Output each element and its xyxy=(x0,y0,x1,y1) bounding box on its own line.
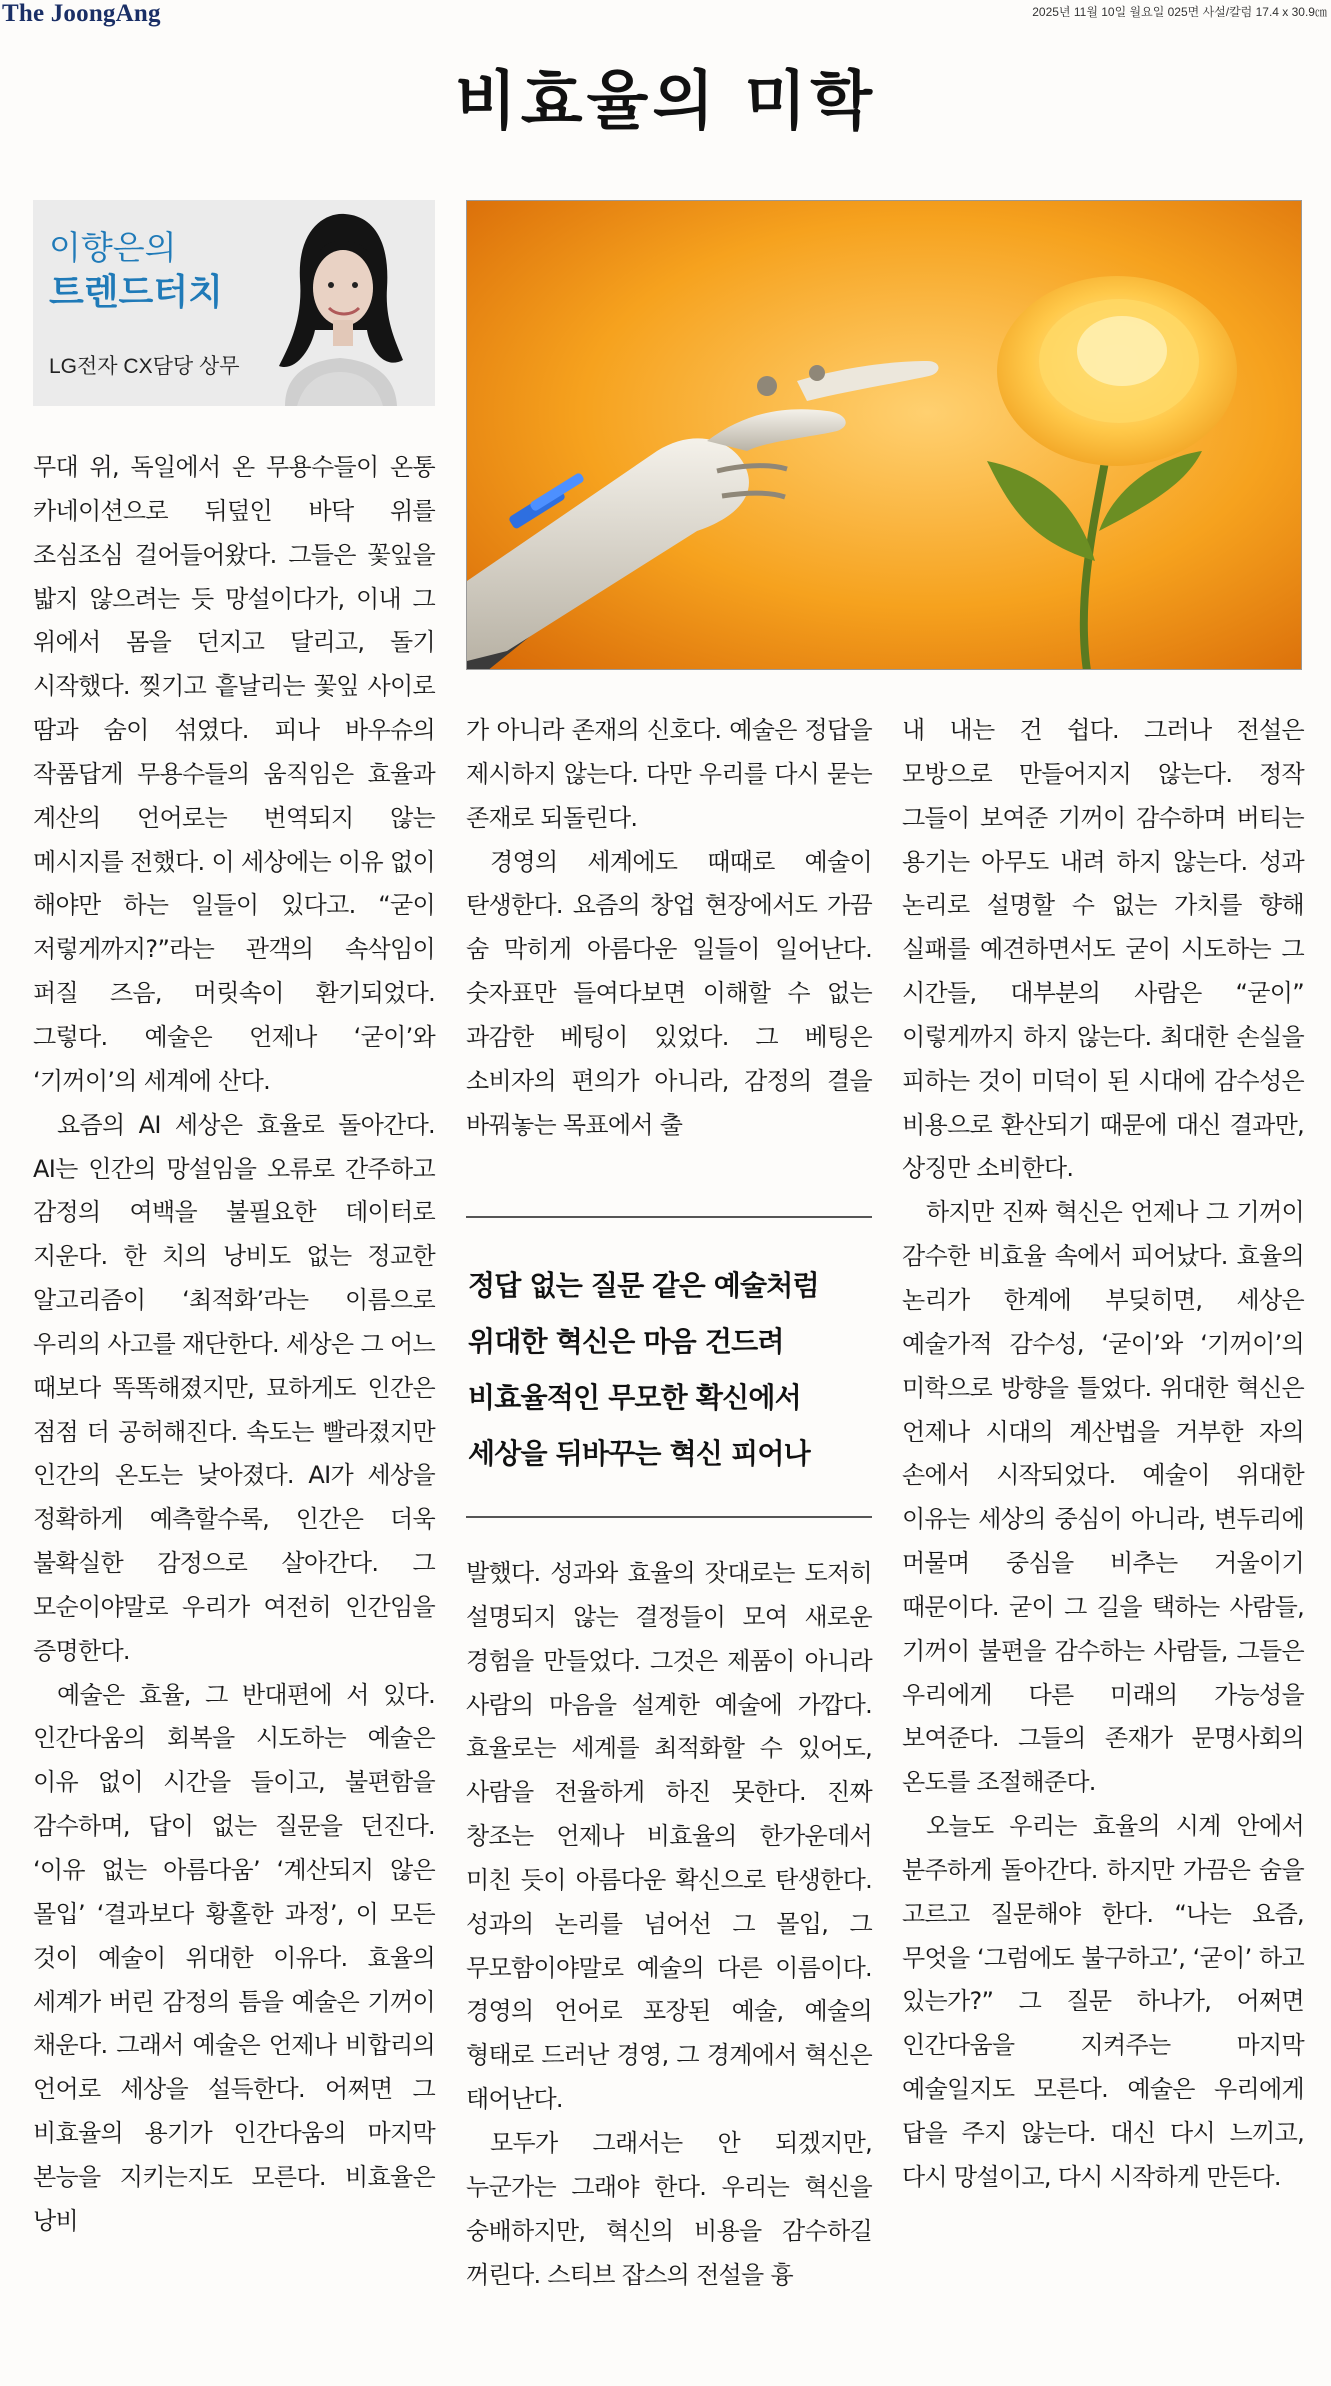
paragraph: 가 아니라 존재의 신호다. 예술은 정답을 제시하지 않는다. 다만 우리를 다시 묻는 존재로 되돌린다. xyxy=(466,716,872,832)
paragraph: 내 내는 건 쉽다. 그러나 전설은 모방으로 만들어지지 않는다. 정작 그들이 보여준 기꺼이 감수하며 버티는 용기는 아무도 내려 하지 않는다. 성과 논리로 설명할 수 없는 가치를 향해 실패를 예견하면서도 굳이 시도하는 그 시간들, 대부분의 사람은 “굳이” 이렇게까지 하지 않는다. 최대한 손실을 피하는 것이 미덕이 된 시대에 감수성은 비용으로 환산되기 때문에 대신 결과만, 상징만 소비한다. xyxy=(902,716,1304,1183)
body-column-2-top xyxy=(466,709,872,1147)
pull-quote-line: 세상을 뒤바꾸는 혁신 피어나 xyxy=(468,1437,810,1470)
column-name-line1: 이향은의 xyxy=(49,229,177,266)
column-name-line2: 트렌드터치 xyxy=(49,271,223,312)
pull-quote-line: 비효율적인 무모한 확신에서 xyxy=(468,1381,801,1414)
body-column-1 xyxy=(33,446,435,2244)
paragraph: 요즘의 AI 세상은 효율로 돌아간다. AI는 인간의 망설임을 오류로 간주하고 감정의 여백을 불필요한 데이터로 지운다. 한 치의 낭비도 없는 정교한 알고리즘이 ‘최적화’라는 이름으로 우리의 사고를 재단한다. 세상은 그 어느 때보다 똑똑해졌지만, 묘하게도 인간은 점점 더 공허해진다. 속도는 빨라졌지만 인간의 온도는 낮아졌다. AI가 세상을 정확하게 예측할수록, 인간은 더욱 불확실한 감정으로 살아간다. 그 모순이야말로 우리가 여전히 인간임을 증명한다. xyxy=(33,1110,435,1665)
paragraph: 하지만 진짜 혁신은 언제나 그 기꺼이 감수한 비효율 속에서 피어났다. 효율의 논리가 한계에 부딪히면, 세상은 예술가적 감수성, ‘굳이’와 ‘기꺼이’의 미학으로 방향을 틀었다. 위대한 혁신은 언제나 시대의 계산법을 거부한 자의 손에서 시작되었다. 예술이 위대한 이유는 세상의 중심이 아니라, 변두리에 머물며 중심을 비추는 거울이기 때문이다. 굳이 그 길을 택하는 사람들, 기꺼이 불편을 감수하는 사람들, 그들은 우리에게 다른 미래의 가능성을 보여준다. 그들의 존재가 문명사회의 온도를 조절해준다. xyxy=(902,1198,1304,1797)
author-title: LG전자 CX담당 상무 xyxy=(49,355,240,378)
article-illustration xyxy=(466,200,1302,670)
paragraph: 모두가 그래서는 안 되겠지만, 누군가는 그래야 한다. 우리는 혁신을 숭배하지만, 혁신의 비용을 감수하길 꺼린다. 스티브 잡스의 전설을 흉 xyxy=(466,2128,872,2289)
headline: 비효율의 미학 xyxy=(454,64,877,139)
author-portrait xyxy=(245,200,435,406)
paragraph: 오늘도 우리는 효율의 시계 안에서 분주하게 돌아간다. 하지만 가끔은 숨을 고르고 질문해야 한다. “나는 요즘, 무엇을 ‘그럼에도 불구하고’, ‘굳이’ 하고 있는가?” 그 질문 하나가, 어쩌면 인간다움을 지켜주는 마지막 예술일지도 모른다. 예술은 우리에게 답을 주지 않는다. 대신 다시 느끼고, 다시 망설이고, 다시 시작하게 만든다. xyxy=(902,1812,1304,2191)
body-column-2-bottom xyxy=(466,1552,872,2297)
paragraph: 경영의 세계에도 때때로 예술이 탄생한다. 요즘의 창업 현장에서도 가끔 숨 막히게 아름다운 일들이 일어난다. 숫자표만 들여다보면 이해할 수 없는 과감한 베팅이 있었다. 그 베팅은 소비자의 편의가 아니라, 감정의 결을 바꿔놓는 목표에서 출 xyxy=(466,847,872,1139)
pull-quote-line: 정답 없는 질문 같은 예술처럼 xyxy=(468,1269,819,1302)
newspaper-logo: The JoongAng xyxy=(2,0,161,27)
paragraph: 발했다. 성과와 효율의 잣대로는 도저히 설명되지 않는 결정들이 모여 새로운 경험을 만들었다. 그것은 제품이 아니라 사람의 마음을 설계한 예술에 가깝다. 효율로는 세계를 최적화할 수 있어도, 사람을 전율하게 하진 못한다. 진짜 창조는 언제나 비효율의 한가운데서 미친 듯이 아름다운 확신으로 탄생한다. 성과의 논리를 넘어선 그 몰입, 그 무모함이야말로 예술의 다른 이름이다. 경영의 언어로 포장된 예술, 예술의 형태로 드러난 경영, 그 경계에서 혁신은 태어난다. xyxy=(466,1559,872,2114)
body-column-3 xyxy=(902,709,1304,2200)
byline-box xyxy=(33,200,435,406)
dateline: 2025년 11월 10일 월요일 025면 사설/칼럼 17.4 x 30.9㎝ xyxy=(1032,5,1327,19)
paragraph: 무대 위, 독일에서 온 무용수들이 온통 카네이션으로 뒤덮인 바닥 위를 조심조심 걸어들어왔다. 그들은 꽃잎을 밟지 않으려는 듯 망설이다가, 이내 그 위에서 몸을 던지고 달리고, 돌기 시작했다. 찢기고 흩날리는 꽃잎 사이로 땀과 숨이 섞였다. 피나 바우슈의 작품답게 무용수들의 움직임은 효율과 계산의 언어로는 번역되지 않는 메시지를 전했다. 이 세상에는 이유 없이 해야만 하는 일들이 있다고. “굳이 저렇게까지?”라는 관객의 속삭임이 퍼질 즈음, 머릿속이 환기되었다. 그렇다. 예술은 언제나 ‘굳이’와 ‘기꺼이’의 세계에 산다. xyxy=(33,453,435,1095)
paragraph: 예술은 효율, 그 반대편에 서 있다. 인간다움의 회복을 시도하는 예술은 이유 없이 시간을 들이고, 불편함을 감수하며, 답이 없는 질문을 던진다. ‘이유 없는 아름다움’ ‘계산되지 않은 몰입’ ‘결과보다 황홀한 과정’, 이 모든 것이 예술이 위대한 이유다. 효율의 세계가 버린 감정의 틈을 예술은 기꺼이 채운다. 그래서 예술은 언제나 비합리의 언어로 세상을 설득한다. 어쩌면 그 비효율의 용기가 인간다움의 마지막 본능을 지키는지도 모른다. 비효율은 낭비 xyxy=(33,1680,435,2235)
pull-quote xyxy=(466,1216,872,1518)
pull-quote-line: 위대한 혁신은 마음 건드려 xyxy=(468,1325,784,1358)
